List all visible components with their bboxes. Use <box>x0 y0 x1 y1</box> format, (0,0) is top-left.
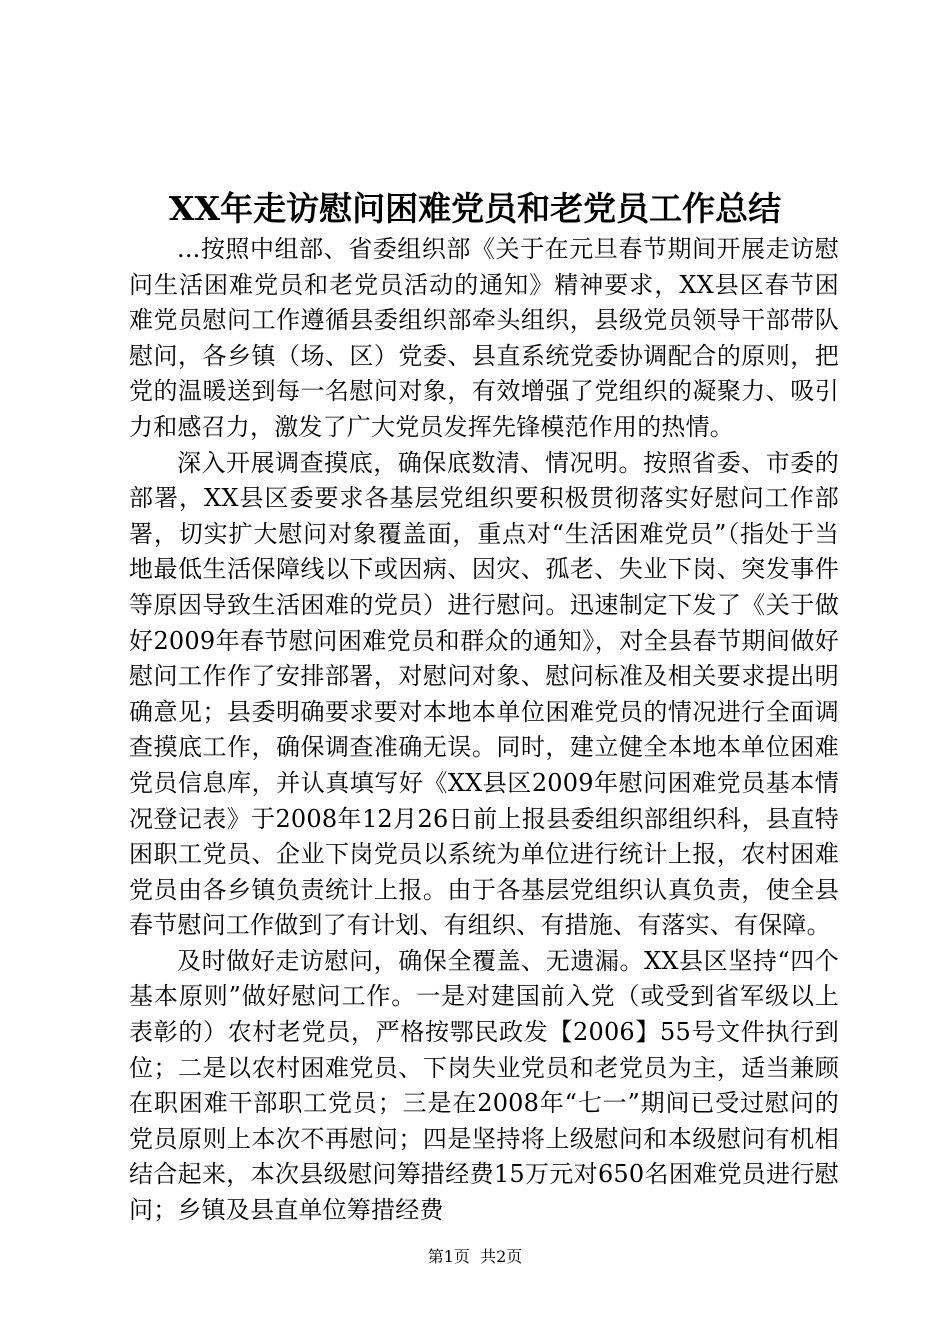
document-title: XX年走访慰问困难党员和老党员工作总结 <box>168 189 782 228</box>
document-body <box>129 232 839 1229</box>
page-footer <box>0 1245 950 1269</box>
paragraph-investigation: 深入开展调查摸底，确保底数清、情况明。按照省委、市委的部署，XX县区委要求各基层党组织要积极贯彻落实好慰问工作部署，切实扩大慰问对象覆盖面，重点对“生活困难党员”（指处于当地最低生活保障线以下或因病、因灾、孤老、失业下岗、突发事件等原因导致生活困难的党员）进行慰问。迅速制定下发了《关于做好2009年春节慰问困难党员和群众的通知》，对全县春节期间做好慰问工作作了安排部署，对慰问对象、慰问标准及相关要求提出明确意见；县委明确要求要对本地本单位困难党员的情况进行全面调查摸底工作，确保调查准确无误。同时，建立健全本地本单位困难党员信息库，并认真填写好《XX县区2009年慰问困难党员基本情况登记表》于2008年12月26日前上报县委组织部组织科，县直特困职工党员、企业下岗党员以系统为单位进行统计上报，农村困难党员由各乡镇负责统计上报。由于各基层党组织认真负责，使全县春节慰问工作做到了有计划、有组织、有措施、有落实、有保障。 <box>129 448 839 940</box>
page-number: 第1页 共2页 <box>427 1247 523 1266</box>
paragraph-visits: 及时做好走访慰问，确保全覆盖、无遗漏。XX县区坚持“四个基本原则”做好慰问工作。一是对建国前入党（或受到省军级以上表彰的）农村老党员，严格按鄂民政发【2006】55号文件执行到位；二是以农村困难党员、下岗失业党员和老党员为主，适当兼顾在职困难干部职工党员；三是在2008年“七一”期间已受过慰问的党员原则上本次不再慰问；四是坚持将上级慰问和本级慰问有机相结合起来，本次县级慰问筹措经费15万元对650名困难党员进行慰问；乡镇及县直单位筹措经费 <box>129 946 839 1225</box>
paragraph-intro: ...按照中组部、省委组织部《关于在元旦春节期间开展走访慰问生活困难党员和老党员活动的通知》精神要求，XX县区春节困难党员慰问工作遵循县委组织部牵头组织，县级党员领导干部带队慰问，各乡镇（场、区）党委、县直系统党委协调配合的原则，把党的温暖送到每一名慰问对象，有效增强了党组织的凝聚力、吸引力和感召力，激发了广大党员发挥先锋模范作用的热情。 <box>129 235 839 441</box>
